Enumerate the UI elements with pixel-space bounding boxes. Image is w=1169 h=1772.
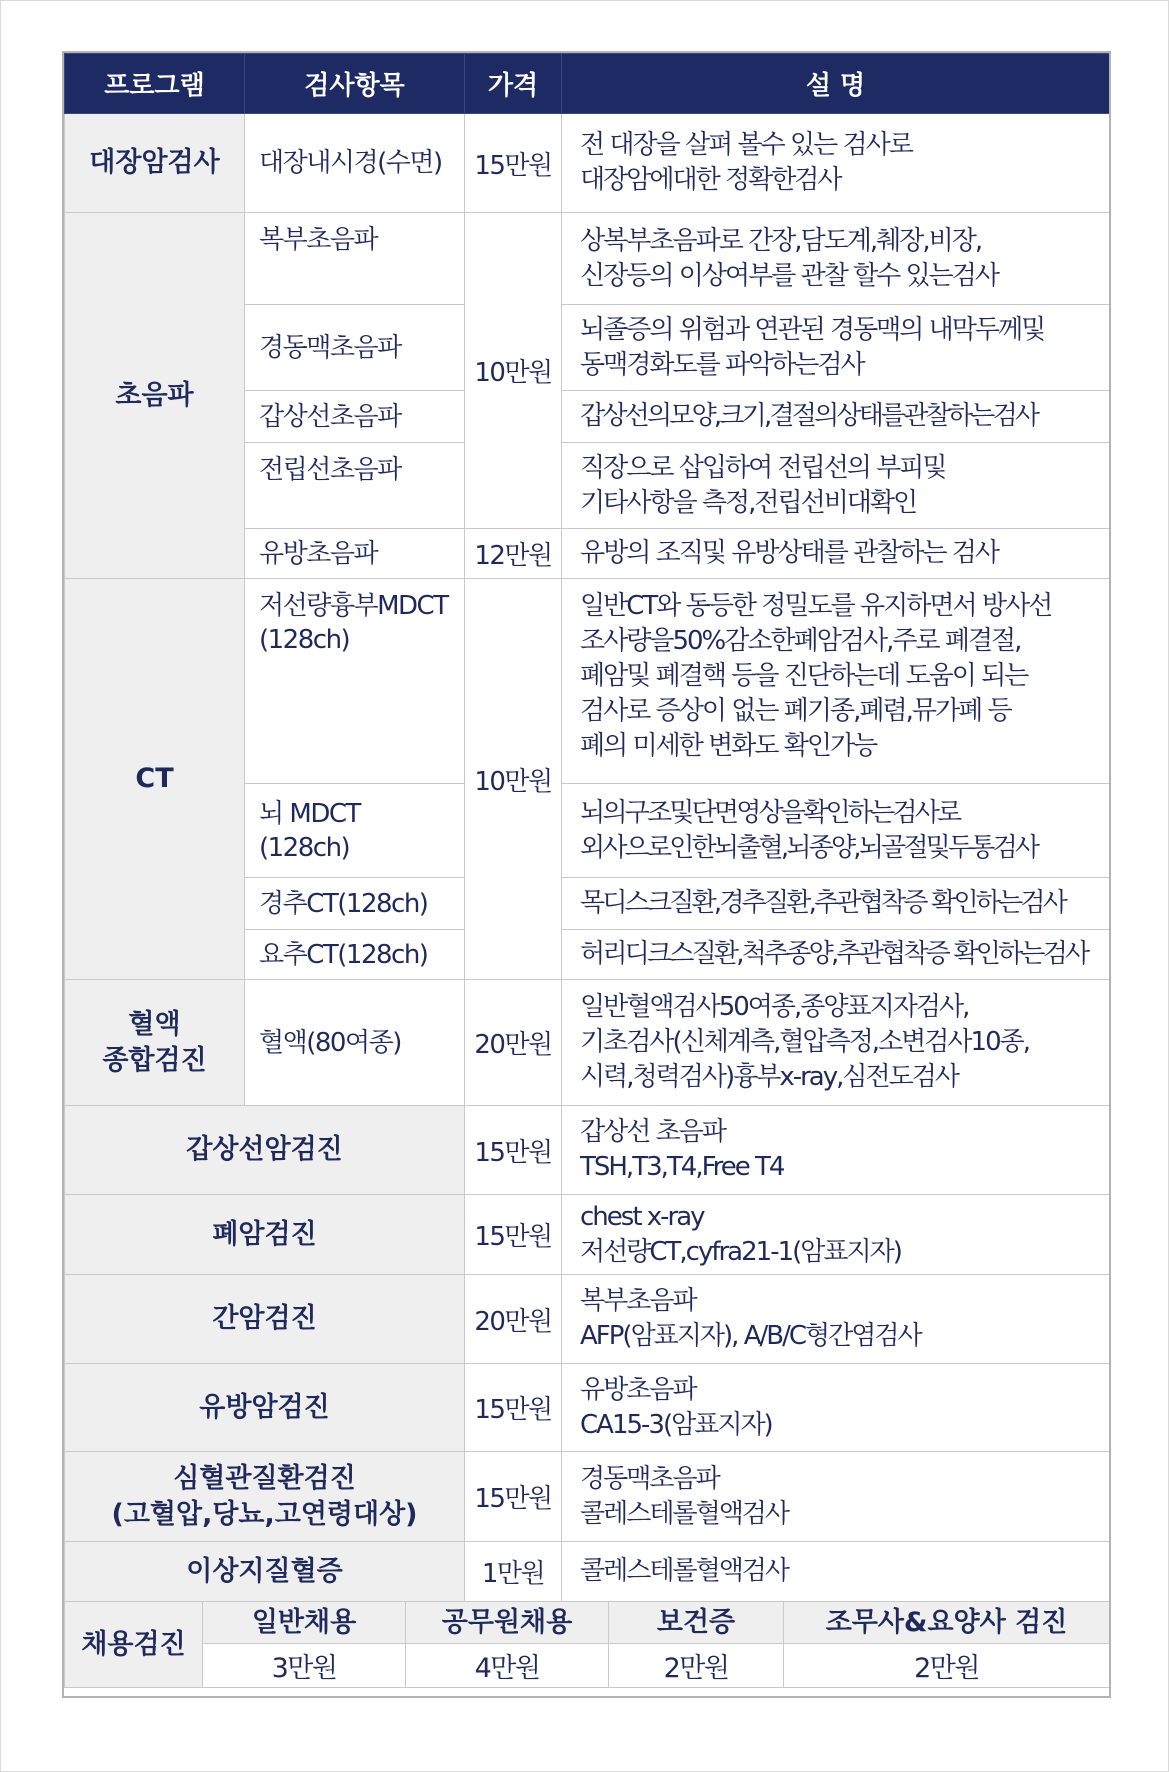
- table-row: [65, 213, 1110, 305]
- program-dyslipidemia: 이상지질혈증: [65, 1542, 465, 1602]
- program-thyroid-cancer: 갑상선암검진: [65, 1106, 465, 1195]
- employment-type: 일반채용: [203, 1602, 406, 1644]
- item-cell: 유방초음파: [245, 529, 465, 579]
- header-items: 검사항목: [245, 54, 465, 114]
- employment-header-row: [65, 1602, 1110, 1644]
- header-description: 설 명: [562, 54, 1110, 114]
- employment-price: 2만원: [609, 1644, 784, 1688]
- table-row: [65, 1364, 1110, 1452]
- description-cell: 갑상선의모양,크기,결절의상태를관찰하는검사: [562, 391, 1110, 443]
- program-blood: 혈액 종합검진: [65, 980, 245, 1106]
- price-cell: 20만원: [465, 1275, 562, 1364]
- employment-price: 4만원: [406, 1644, 609, 1688]
- employment-type: 보건증: [609, 1602, 784, 1644]
- price-table: [64, 53, 1110, 1602]
- header-price: 가격: [465, 54, 562, 114]
- description-cell: 뇌졸증의 위험과 연관된 경동맥의 내막두께및 동맥경화도를 파악하는검사: [562, 305, 1110, 391]
- item-cell: 혈액(80여종): [245, 980, 465, 1106]
- price-cell: 15만원: [465, 114, 562, 213]
- description-cell: 갑상선 초음파 TSH,T3,T4,Free T4: [562, 1106, 1110, 1195]
- table-row: [65, 980, 1110, 1106]
- price-cell: 1만원: [465, 1542, 562, 1602]
- item-cell: 복부초음파: [245, 213, 465, 305]
- item-cell: 전립선초음파: [245, 443, 465, 529]
- price-cell: 20만원: [465, 980, 562, 1106]
- price-cell: 15만원: [465, 1195, 562, 1275]
- table-row: [65, 1195, 1110, 1275]
- table-row: [65, 114, 1110, 213]
- description-cell: chest x-ray 저선량CT,cyfra21-1(암표지자): [562, 1195, 1110, 1275]
- item-cell: 대장내시경(수면): [245, 114, 465, 213]
- program-ultrasound: 초음파: [65, 213, 245, 579]
- description-cell: 직장으로 삽입하여 전립선의 부피및 기타사항을 측정,전립선비대확인: [562, 443, 1110, 529]
- price-cell: 10만원: [465, 213, 562, 529]
- program-liver-cancer: 간암검진: [65, 1275, 465, 1364]
- item-cell: 뇌 MDCT (128ch): [245, 784, 465, 878]
- header-program: 프로그램: [65, 54, 245, 114]
- item-cell: 경추CT(128ch): [245, 878, 465, 930]
- program-cardiovascular: 심혈관질환검진 (고혈압,당뇨,고연령대상): [65, 1452, 465, 1542]
- program-colon: 대장암검사: [65, 114, 245, 213]
- table-row: [65, 1106, 1110, 1195]
- item-cell: 경동맥초음파: [245, 305, 465, 391]
- header-row: [65, 54, 1110, 114]
- price-cell: 15만원: [465, 1364, 562, 1452]
- table-row: [65, 1542, 1110, 1602]
- employment-price: 3만원: [203, 1644, 406, 1688]
- description-cell: 일반CT와 동등한 정밀도를 유지하면서 방사선 조사량을50%감소한폐암검사,주로 폐결절, 폐암및 폐결핵 등을 진단하는데 도움이 되는 검사로 증상이 없는 폐기종,폐렴,뮤가폐 등 폐의 미세한 변화도 확인가능: [562, 579, 1110, 784]
- employment-price-row: [65, 1644, 1110, 1688]
- description-cell: 전 대장을 살펴 볼수 있는 검사로 대장암에대한 정확한검사: [562, 114, 1110, 213]
- program-ct: CT: [65, 579, 245, 980]
- description-cell: 유방의 조직및 유방상태를 관찰하는 검사: [562, 529, 1110, 579]
- employment-price: 2만원: [784, 1644, 1110, 1688]
- table-row: [65, 1275, 1110, 1364]
- program-employment: 채용검진: [65, 1602, 203, 1688]
- employment-type: 조무사&요양사 검진: [784, 1602, 1110, 1644]
- description-cell: 허리디크스질환,척추종양,추관협착증 확인하는검사: [562, 930, 1110, 980]
- price-table-container: [62, 51, 1111, 1698]
- program-lung-cancer: 폐암검진: [65, 1195, 465, 1275]
- item-cell: 요추CT(128ch): [245, 930, 465, 980]
- employment-type: 공무원채용: [406, 1602, 609, 1644]
- description-cell: 경동맥초음파 콜레스테롤혈액검사: [562, 1452, 1110, 1542]
- description-cell: 뇌의구조및단면영상을확인하는검사로 외사으로인한뇌출혈,뇌종양,뇌골절및두통검사: [562, 784, 1110, 878]
- price-cell: 15만원: [465, 1452, 562, 1542]
- price-cell: 12만원: [465, 529, 562, 579]
- price-cell: 15만원: [465, 1106, 562, 1195]
- description-cell: 콜레스테롤혈액검사: [562, 1542, 1110, 1602]
- description-cell: 목디스크질환,경추질환,추관협착증 확인하는검사: [562, 878, 1110, 930]
- item-cell: 갑상선초음파: [245, 391, 465, 443]
- description-cell: 일반혈액검사50여종,종양표지자검사, 기초검사(신체계측,혈압측정,소변검사10종, 시력,청력검사)흉부x-ray,심전도검사: [562, 980, 1110, 1106]
- employment-table: [64, 1601, 1110, 1688]
- description-cell: 유방초음파 CA15-3(암표지자): [562, 1364, 1110, 1452]
- price-cell: 10만원: [465, 579, 562, 980]
- description-cell: 상복부초음파로 간장,담도계,췌장,비장, 신장등의 이상여부를 관찰 할수 있는검사: [562, 213, 1110, 305]
- table-row: [65, 579, 1110, 784]
- item-cell: 저선량흉부MDCT (128ch): [245, 579, 465, 784]
- table-row: [65, 1452, 1110, 1542]
- program-breast-cancer: 유방암검진: [65, 1364, 465, 1452]
- description-cell: 복부초음파 AFP(암표지자), A/B/C형간염검사: [562, 1275, 1110, 1364]
